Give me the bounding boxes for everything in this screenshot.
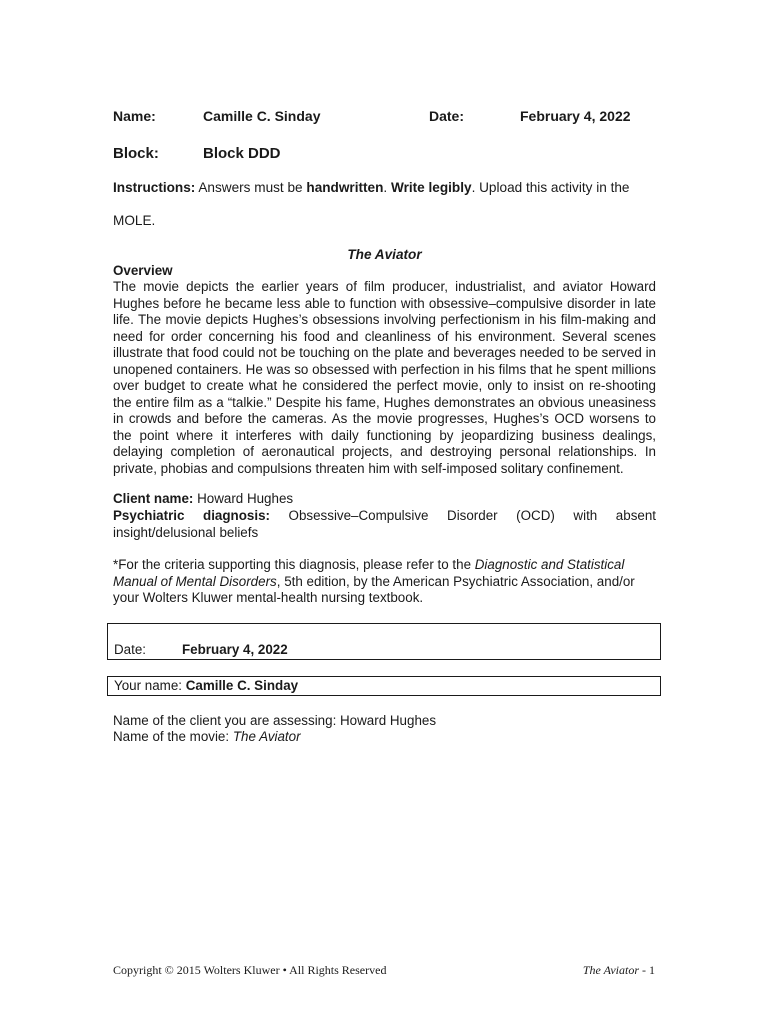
instructions-line-2: MOLE. xyxy=(113,213,156,228)
movie-label: Name of the movie: xyxy=(113,729,233,744)
your-name-box xyxy=(107,676,661,696)
overview-body: The movie depicts the earlier years of film producer, industrialist, and aviator Howard Hughes before he became less able to function with obsessive–compulsive disorder in late life. The movie depicts Hughes’s obsessions involving perfectionism in his film-making and need for order concerning his food and cleanliness of his environment. Several scenes illustrate that food could not be touching on the plate and beverages needed to be served in unopened containers. He was so obsessed with perfection in his films that he spent millions over budget to create what he considered the perfect movie, only to insist on re-shooting the entire film as a “talkie.” Despite his fame, Hughes demonstrates an obvious uneasiness in crowds and before the cameras. As the movie progresses, Hughes’s OCD worsens to the point where it interferes with daily functioning by jeopardizing business dealings, delaying completion of aeronautical projects, and destroying personal relationships. In private, phobias and compulsions threaten him with self-imposed solitary confinement. xyxy=(113,279,656,476)
criteria-text-2: , 5th edition, by the American Psychiatric Association, and/or your Wolters Kluwer mental-health nursing textbook. xyxy=(113,573,635,605)
your-name-value: Camille C. Sinday xyxy=(185,678,299,693)
write-legibly-emphasis: Write legibly xyxy=(390,180,472,195)
psychiatric-diagnosis xyxy=(113,508,656,541)
date-label: Date: xyxy=(429,108,465,124)
footer-copyright: Copyright © 2015 Wolters Kluwer • All Rights Reserved xyxy=(113,963,387,977)
client-name xyxy=(113,491,656,508)
instructions-text-3: . Upload this activity in the xyxy=(471,180,630,195)
form-date-label: Date: xyxy=(114,642,147,657)
client-name-value: Howard Hughes xyxy=(193,491,294,506)
footer-page xyxy=(583,963,655,978)
name-label: Name: xyxy=(113,108,156,124)
movie-value: The Aviator xyxy=(232,729,301,744)
block-value: Block DDD xyxy=(203,145,281,162)
client-name-label: Client name: xyxy=(113,491,194,506)
date-value: February 4, 2022 xyxy=(520,108,631,124)
footer-page-title: The Aviator xyxy=(582,963,639,977)
movie-line xyxy=(113,729,656,746)
form-date-value[interactable]: February 4, 2022 xyxy=(182,642,288,657)
instructions xyxy=(113,180,656,197)
instructions-text-2: . xyxy=(383,180,391,195)
footer-page-number: - 1 xyxy=(639,963,655,977)
overview-heading: Overview xyxy=(113,263,173,278)
client-assessing-line: Name of the client you are assessing: Howard Hughes xyxy=(113,713,437,728)
your-name-field[interactable] xyxy=(114,678,298,693)
diagnosis-label: Psychiatric diagnosis: xyxy=(113,508,270,523)
instructions-text-1: Answers must be xyxy=(195,180,307,195)
criteria-text-1: *For the criteria supporting this diagnosis, please refer to the xyxy=(113,557,475,572)
instructions-label: Instructions: xyxy=(113,180,196,195)
criteria-note xyxy=(113,557,656,607)
name-value: Camille C. Sinday xyxy=(203,108,321,124)
handwritten-emphasis: handwritten xyxy=(306,180,384,195)
block-label: Block: xyxy=(113,145,159,162)
date-box xyxy=(107,623,661,660)
document-title: The Aviator xyxy=(347,247,422,262)
diagnosis-value: Obsessive–Compulsive Disorder (OCD) with absent insight/delusional beliefs xyxy=(113,508,656,540)
dsm-title: Diagnostic and Statistical Manual of Mental Disorders xyxy=(113,557,625,589)
your-name-label: Your name: xyxy=(114,678,186,693)
